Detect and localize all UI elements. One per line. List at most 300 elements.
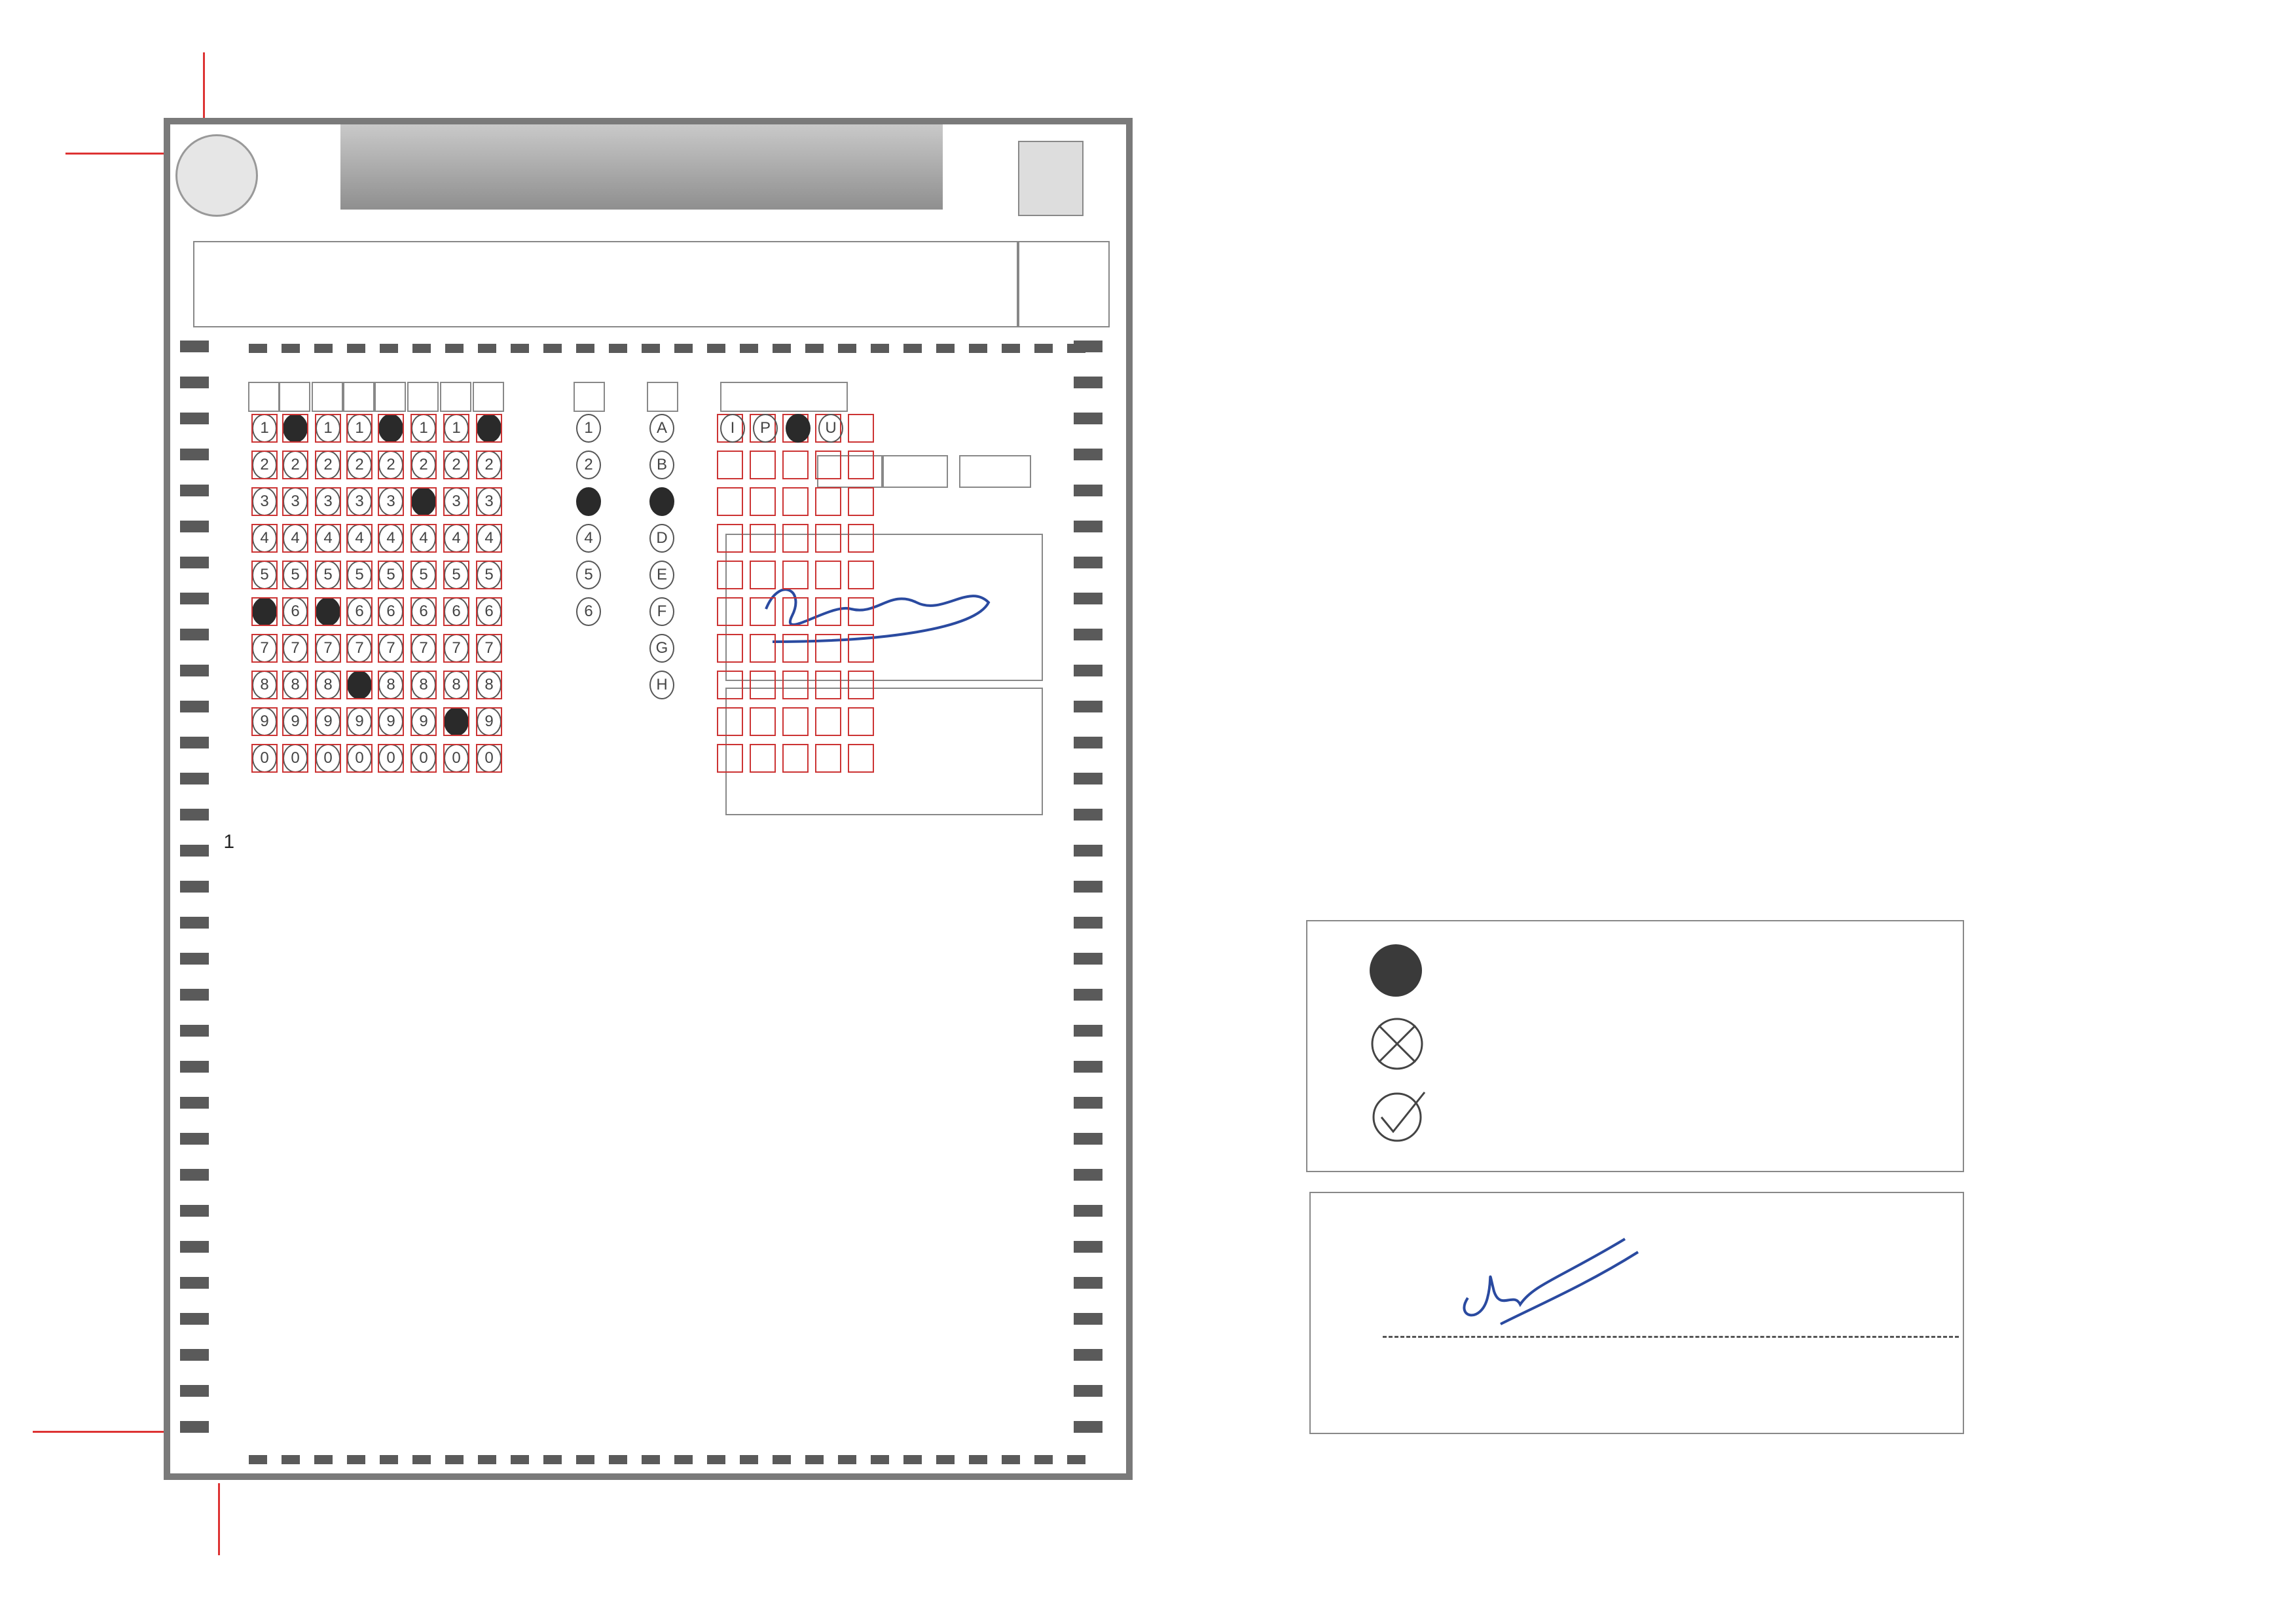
grid-square xyxy=(717,634,743,663)
timing-mark-right xyxy=(1074,917,1102,929)
dni-digit-box xyxy=(374,382,406,412)
dni-bubble[interactable]: 3 xyxy=(477,487,501,516)
bubble-frame xyxy=(476,414,502,443)
bubble-frame xyxy=(251,707,278,736)
dni-bubble[interactable]: 0 xyxy=(252,744,277,773)
timing-mark-top xyxy=(936,344,955,353)
dni-bubble[interactable]: 9 xyxy=(316,707,340,736)
timing-mark-right xyxy=(1074,485,1102,496)
timing-mark-bottom xyxy=(969,1455,987,1464)
timing-mark-top xyxy=(249,344,267,353)
dni-bubble[interactable]: 1 xyxy=(347,414,372,443)
grid-square xyxy=(848,524,874,553)
grid-square xyxy=(815,561,841,589)
grid-square xyxy=(848,634,874,663)
bubble-frame xyxy=(410,414,437,443)
bubble-frame xyxy=(378,524,404,553)
timing-mark-left xyxy=(180,629,209,640)
dni-bubble[interactable]: 6 xyxy=(477,597,501,626)
timing-mark-right xyxy=(1074,701,1102,712)
bubble-frame xyxy=(443,744,469,773)
ugel-logo xyxy=(175,134,258,217)
dni-bubble[interactable]: 7 xyxy=(411,634,436,663)
grado-bubble[interactable]: 2 xyxy=(576,451,601,479)
timing-mark-top xyxy=(576,344,594,353)
bubble-frame xyxy=(410,744,437,773)
student-signature-box xyxy=(1309,1192,1964,1434)
dni-bubble[interactable]: 7 xyxy=(316,634,340,663)
timing-mark-left xyxy=(180,1313,209,1325)
bubble-frame xyxy=(282,561,308,589)
bubble-frame xyxy=(378,414,404,443)
timing-mark-bottom xyxy=(707,1455,725,1464)
bubble-frame xyxy=(410,451,437,479)
student-info-box xyxy=(193,241,1018,327)
timing-mark-left xyxy=(180,737,209,748)
grid-square xyxy=(750,561,776,589)
timing-mark-right xyxy=(1074,629,1102,640)
bubble-frame xyxy=(443,451,469,479)
dni-bubble[interactable]: 2 xyxy=(316,451,340,479)
bubble-frame xyxy=(443,707,469,736)
timing-mark-bottom xyxy=(903,1455,922,1464)
timing-mark-right xyxy=(1074,737,1102,748)
grado-bubble[interactable]: 5 xyxy=(576,561,601,589)
dni-bubble[interactable]: 3 xyxy=(444,487,469,516)
dni-bubble[interactable]: 5 xyxy=(378,561,403,589)
dni-bubble[interactable]: 8 xyxy=(411,671,436,699)
timing-mark-right xyxy=(1074,1133,1102,1145)
timing-mark-bottom xyxy=(1067,1455,1085,1464)
timing-mark-bottom xyxy=(805,1455,824,1464)
timing-mark-right xyxy=(1074,845,1102,857)
timing-mark-left xyxy=(180,1277,209,1289)
sec-bubble[interactable]: H xyxy=(649,671,674,699)
sheet-code-box xyxy=(1018,241,1110,327)
timing-mark-bottom xyxy=(936,1455,955,1464)
dni-bubble[interactable]: 8 xyxy=(283,671,308,699)
timing-mark-bottom xyxy=(511,1455,529,1464)
bubble-frame xyxy=(315,744,341,773)
dni-bubble[interactable]: 4 xyxy=(444,524,469,553)
bubble-frame xyxy=(315,671,341,699)
dni-bubble[interactable]: 5 xyxy=(411,561,436,589)
grado-value-box xyxy=(574,382,605,412)
dni-digit-box xyxy=(279,382,310,412)
crossed-bubble-icon xyxy=(1370,1016,1425,1071)
dni-bubble[interactable]: 2 xyxy=(411,451,436,479)
timing-mark-right xyxy=(1074,557,1102,568)
timing-mark-top xyxy=(445,344,464,353)
timing-mark-right xyxy=(1074,1097,1102,1109)
timing-mark-left xyxy=(180,521,209,532)
grid-square xyxy=(750,451,776,479)
filled-bubble-icon xyxy=(1370,944,1422,997)
dni-digit-box xyxy=(473,382,504,412)
signature-line xyxy=(1383,1336,1959,1338)
checked-bubble-icon xyxy=(1370,1088,1429,1143)
timing-mark-bottom xyxy=(1002,1455,1020,1464)
bubble-frame xyxy=(476,524,502,553)
timing-mark-bottom xyxy=(445,1455,464,1464)
timing-mark-left xyxy=(180,953,209,965)
bubble-frame xyxy=(476,671,502,699)
timing-mark-left xyxy=(180,1133,209,1145)
dni-bubble[interactable]: 8 xyxy=(378,671,403,699)
timing-mark-left xyxy=(180,1241,209,1253)
timing-mark-right xyxy=(1074,1169,1102,1181)
crest-logo xyxy=(1018,141,1084,216)
dni-bubble[interactable]: 9 xyxy=(477,707,501,736)
dni-bubble[interactable]: 5 xyxy=(283,561,308,589)
timing-mark-left xyxy=(180,1349,209,1361)
dni-bubble[interactable]: 9 xyxy=(283,707,308,736)
dni-bubble[interactable]: 5 xyxy=(316,561,340,589)
dni-bubble[interactable]: 3 xyxy=(252,487,277,516)
timing-mark-bottom xyxy=(282,1455,300,1464)
dni-bubble[interactable]: 7 xyxy=(477,634,501,663)
timing-mark-top xyxy=(903,344,922,353)
timing-mark-left xyxy=(180,593,209,604)
bubble-frame xyxy=(378,451,404,479)
nivel-bubble[interactable] xyxy=(786,414,811,443)
timing-mark-left xyxy=(180,1061,209,1073)
bubble-frame xyxy=(346,451,373,479)
timing-mark-top xyxy=(314,344,333,353)
grid-square xyxy=(750,524,776,553)
timing-mark-bottom xyxy=(642,1455,660,1464)
timing-mark-right xyxy=(1074,881,1102,893)
timing-mark-bottom xyxy=(314,1455,333,1464)
dni-bubble[interactable]: 3 xyxy=(283,487,308,516)
bubble-frame xyxy=(378,634,404,663)
timing-mark-bottom xyxy=(347,1455,365,1464)
bubble-frame xyxy=(346,744,373,773)
dni-bubble[interactable]: 2 xyxy=(378,451,403,479)
grid-square xyxy=(815,707,841,736)
timing-mark-left xyxy=(180,1025,209,1037)
grid-square xyxy=(815,487,841,516)
timing-mark-top xyxy=(511,344,529,353)
dni-bubble[interactable]: 1 xyxy=(316,414,340,443)
dni-bubble[interactable]: 6 xyxy=(411,597,436,626)
bubble-frame xyxy=(315,634,341,663)
dni-bubble[interactable]: 0 xyxy=(477,744,501,773)
bubble-frame xyxy=(282,414,308,443)
dni-bubble[interactable]: 0 xyxy=(347,744,372,773)
timing-mark-top xyxy=(805,344,824,353)
bubble-frame xyxy=(346,487,373,516)
bubble-frame xyxy=(443,597,469,626)
timing-mark-right xyxy=(1074,593,1102,604)
timing-mark-right xyxy=(1074,377,1102,388)
grid-square xyxy=(717,561,743,589)
bubble-frame xyxy=(443,634,469,663)
sec-bubble[interactable]: D xyxy=(649,524,674,553)
grid-square xyxy=(717,597,743,626)
grid-square xyxy=(717,451,743,479)
timing-mark-bottom xyxy=(380,1455,398,1464)
timing-mark-right xyxy=(1074,1313,1102,1325)
timing-mark-top xyxy=(642,344,660,353)
grado-bubble[interactable]: 4 xyxy=(576,524,601,553)
bubble-frame xyxy=(476,707,502,736)
dni-bubble[interactable]: 1 xyxy=(444,414,469,443)
dni-bubble[interactable]: 9 xyxy=(411,707,436,736)
timing-mark-bottom xyxy=(249,1455,267,1464)
dni-bubble[interactable]: 6 xyxy=(283,597,308,626)
timing-mark-left xyxy=(180,485,209,496)
dni-digit-box xyxy=(407,382,439,412)
grid-square xyxy=(848,451,874,479)
bubble-frame xyxy=(378,671,404,699)
fecha-year xyxy=(959,455,1031,488)
dni-bubble[interactable]: 6 xyxy=(378,597,403,626)
bubble-frame xyxy=(378,707,404,736)
timing-mark-right xyxy=(1074,665,1102,676)
bubble-frame xyxy=(315,524,341,553)
dni-bubble[interactable]: 2 xyxy=(444,451,469,479)
bubble-frame xyxy=(251,524,278,553)
dni-bubble[interactable]: 7 xyxy=(252,634,277,663)
grid-square xyxy=(848,597,874,626)
bubble-frame xyxy=(346,671,373,699)
timing-mark-right xyxy=(1074,1061,1102,1073)
timing-mark-left xyxy=(180,341,209,352)
bubble-frame xyxy=(443,671,469,699)
timing-mark-top xyxy=(347,344,365,353)
timing-mark-top xyxy=(871,344,889,353)
timing-mark-bottom xyxy=(871,1455,889,1464)
timing-mark-top xyxy=(282,344,300,353)
timing-mark-right xyxy=(1074,1349,1102,1361)
timing-mark-bottom xyxy=(773,1455,791,1464)
grado-bubble[interactable]: 1 xyxy=(576,414,601,443)
dni-bubble[interactable]: 4 xyxy=(316,524,340,553)
dni-digit-box xyxy=(248,382,280,412)
timing-mark-right xyxy=(1074,953,1102,965)
dni-bubble[interactable]: 0 xyxy=(444,744,469,773)
dni-bubble[interactable]: 9 xyxy=(378,707,403,736)
timing-mark-top xyxy=(674,344,693,353)
nivel-bubble[interactable]: I xyxy=(720,414,745,443)
dni-bubble[interactable]: 4 xyxy=(411,524,436,553)
dni-bubble[interactable]: 9 xyxy=(252,707,277,736)
bubble-frame xyxy=(251,634,278,663)
dni-digit-box xyxy=(343,382,374,412)
dni-bubble[interactable]: 8 xyxy=(477,671,501,699)
bubble-frame xyxy=(282,524,308,553)
dni-bubble[interactable]: 4 xyxy=(347,524,372,553)
grid-square xyxy=(848,707,874,736)
nivel-bubble[interactable]: U xyxy=(818,414,843,443)
grid-square xyxy=(782,671,809,699)
dni-bubble[interactable]: 5 xyxy=(252,561,277,589)
bubble-frame xyxy=(410,561,437,589)
timing-mark-left xyxy=(180,1097,209,1109)
dni-bubble[interactable]: 8 xyxy=(444,671,469,699)
dni-bubble[interactable]: 3 xyxy=(347,487,372,516)
dni-bubble[interactable]: 4 xyxy=(252,524,277,553)
dni-bubble[interactable]: 2 xyxy=(283,451,308,479)
timing-mark-top xyxy=(543,344,562,353)
bubble-frame xyxy=(251,561,278,589)
bubble-frame xyxy=(315,707,341,736)
timing-mark-top xyxy=(478,344,496,353)
timing-mark-bottom xyxy=(1034,1455,1053,1464)
timing-mark-right xyxy=(1074,1205,1102,1217)
grid-square xyxy=(717,744,743,773)
sec-value-box xyxy=(647,382,678,412)
dni-bubble[interactable]: 4 xyxy=(378,524,403,553)
grid-square xyxy=(717,487,743,516)
bubble-frame xyxy=(282,707,308,736)
grid-square xyxy=(848,744,874,773)
grid-square xyxy=(848,414,874,443)
dni-bubble[interactable]: 7 xyxy=(378,634,403,663)
timing-mark-top xyxy=(838,344,856,353)
grid-square xyxy=(815,634,841,663)
dni-bubble[interactable]: 5 xyxy=(347,561,372,589)
grid-square xyxy=(815,671,841,699)
dni-bubble[interactable]: 5 xyxy=(444,561,469,589)
bubble-frame xyxy=(282,744,308,773)
sec-bubble[interactable]: A xyxy=(649,414,674,443)
timing-mark-right xyxy=(1074,1277,1102,1289)
dni-bubble[interactable]: 2 xyxy=(252,451,277,479)
timing-mark-top xyxy=(773,344,791,353)
bubble-frame xyxy=(282,487,308,516)
bubble-frame xyxy=(315,451,341,479)
dni-bubble[interactable]: 7 xyxy=(283,634,308,663)
bubble-frame xyxy=(346,597,373,626)
grid-square xyxy=(717,707,743,736)
bubble-frame xyxy=(251,487,278,516)
dni-bubble[interactable]: 3 xyxy=(378,487,403,516)
grid-square xyxy=(750,744,776,773)
bubble-frame xyxy=(410,707,437,736)
grid-square xyxy=(848,561,874,589)
timing-mark-right xyxy=(1074,1421,1102,1433)
timing-mark-left xyxy=(180,1385,209,1397)
timing-mark-left xyxy=(180,917,209,929)
crop-mark xyxy=(33,1431,164,1433)
bubble-frame xyxy=(315,414,341,443)
dni-bubble[interactable]: 2 xyxy=(477,451,501,479)
timing-mark-right xyxy=(1074,413,1102,424)
grado-bubble[interactable]: 6 xyxy=(576,597,601,626)
bubble-frame xyxy=(251,744,278,773)
dni-bubble[interactable]: 2 xyxy=(347,451,372,479)
bubble-frame xyxy=(476,561,502,589)
grid-square xyxy=(782,524,809,553)
timing-mark-top xyxy=(740,344,758,353)
bubble-frame xyxy=(410,597,437,626)
dni-bubble[interactable]: 3 xyxy=(316,487,340,516)
timing-mark-right xyxy=(1074,773,1102,784)
timing-mark-left xyxy=(180,1169,209,1181)
grid-square xyxy=(815,451,841,479)
grid-square xyxy=(815,597,841,626)
grid-square xyxy=(717,671,743,699)
dni-bubble[interactable]: 9 xyxy=(347,707,372,736)
dni-bubble[interactable]: 0 xyxy=(411,744,436,773)
crop-mark xyxy=(65,153,164,155)
bubble-frame xyxy=(410,487,437,516)
sec-bubble[interactable]: E xyxy=(649,561,674,589)
grid-square xyxy=(782,634,809,663)
timing-mark-left xyxy=(180,773,209,784)
sec-bubble[interactable]: B xyxy=(649,451,674,479)
bubble-frame xyxy=(315,561,341,589)
dni-digit-box xyxy=(440,382,471,412)
bubble-frame xyxy=(476,597,502,626)
bubble-frame xyxy=(410,634,437,663)
dni-bubble[interactable]: 1 xyxy=(411,414,436,443)
dni-bubble[interactable]: 8 xyxy=(316,671,340,699)
bubble-frame xyxy=(282,597,308,626)
bubble-frame xyxy=(251,597,278,626)
timing-mark-bottom xyxy=(838,1455,856,1464)
dni-bubble[interactable]: 6 xyxy=(347,597,372,626)
timing-mark-top xyxy=(380,344,398,353)
bubble-frame xyxy=(378,487,404,516)
dni-bubble[interactable]: 7 xyxy=(347,634,372,663)
dni-bubble[interactable]: 4 xyxy=(283,524,308,553)
dni-bubble[interactable]: 0 xyxy=(283,744,308,773)
timing-mark-left xyxy=(180,809,209,821)
bubble-frame xyxy=(346,414,373,443)
bubble-frame xyxy=(476,744,502,773)
dni-bubble[interactable]: 0 xyxy=(316,744,340,773)
dni-bubble[interactable]: 6 xyxy=(444,597,469,626)
bubble-frame xyxy=(378,744,404,773)
timing-mark-bottom xyxy=(740,1455,758,1464)
bubble-frame xyxy=(282,634,308,663)
dni-bubble[interactable]: 1 xyxy=(252,414,277,443)
grid-square xyxy=(815,744,841,773)
dni-bubble[interactable]: 0 xyxy=(378,744,403,773)
nivel-value-box xyxy=(720,382,848,412)
dni-bubble[interactable]: 4 xyxy=(477,524,501,553)
timing-mark-left xyxy=(180,449,209,460)
sec-bubble[interactable] xyxy=(649,487,674,516)
bubble-frame xyxy=(251,451,278,479)
dni-bubble[interactable]: 5 xyxy=(477,561,501,589)
timing-mark-bottom xyxy=(412,1455,431,1464)
timing-mark-left xyxy=(180,1205,209,1217)
grid-square xyxy=(848,487,874,516)
bubble-frame xyxy=(443,524,469,553)
marking-legend xyxy=(1306,920,1964,1172)
nivel-bubble[interactable]: P xyxy=(753,414,778,443)
sec-bubble[interactable]: F xyxy=(649,597,674,626)
timing-mark-top xyxy=(412,344,431,353)
grado-bubble[interactable] xyxy=(576,487,601,516)
sec-bubble[interactable]: G xyxy=(649,634,674,663)
grid-square xyxy=(782,487,809,516)
timing-mark-top xyxy=(1002,344,1020,353)
dni-bubble[interactable]: 7 xyxy=(444,634,469,663)
timing-mark-bottom xyxy=(543,1455,562,1464)
timing-mark-left xyxy=(180,377,209,388)
dni-bubble[interactable]: 8 xyxy=(252,671,277,699)
question-number: 1 xyxy=(223,831,234,853)
timing-mark-bottom xyxy=(576,1455,594,1464)
bubble-frame xyxy=(315,597,341,626)
timing-mark-top xyxy=(969,344,987,353)
bubble-frame xyxy=(378,561,404,589)
